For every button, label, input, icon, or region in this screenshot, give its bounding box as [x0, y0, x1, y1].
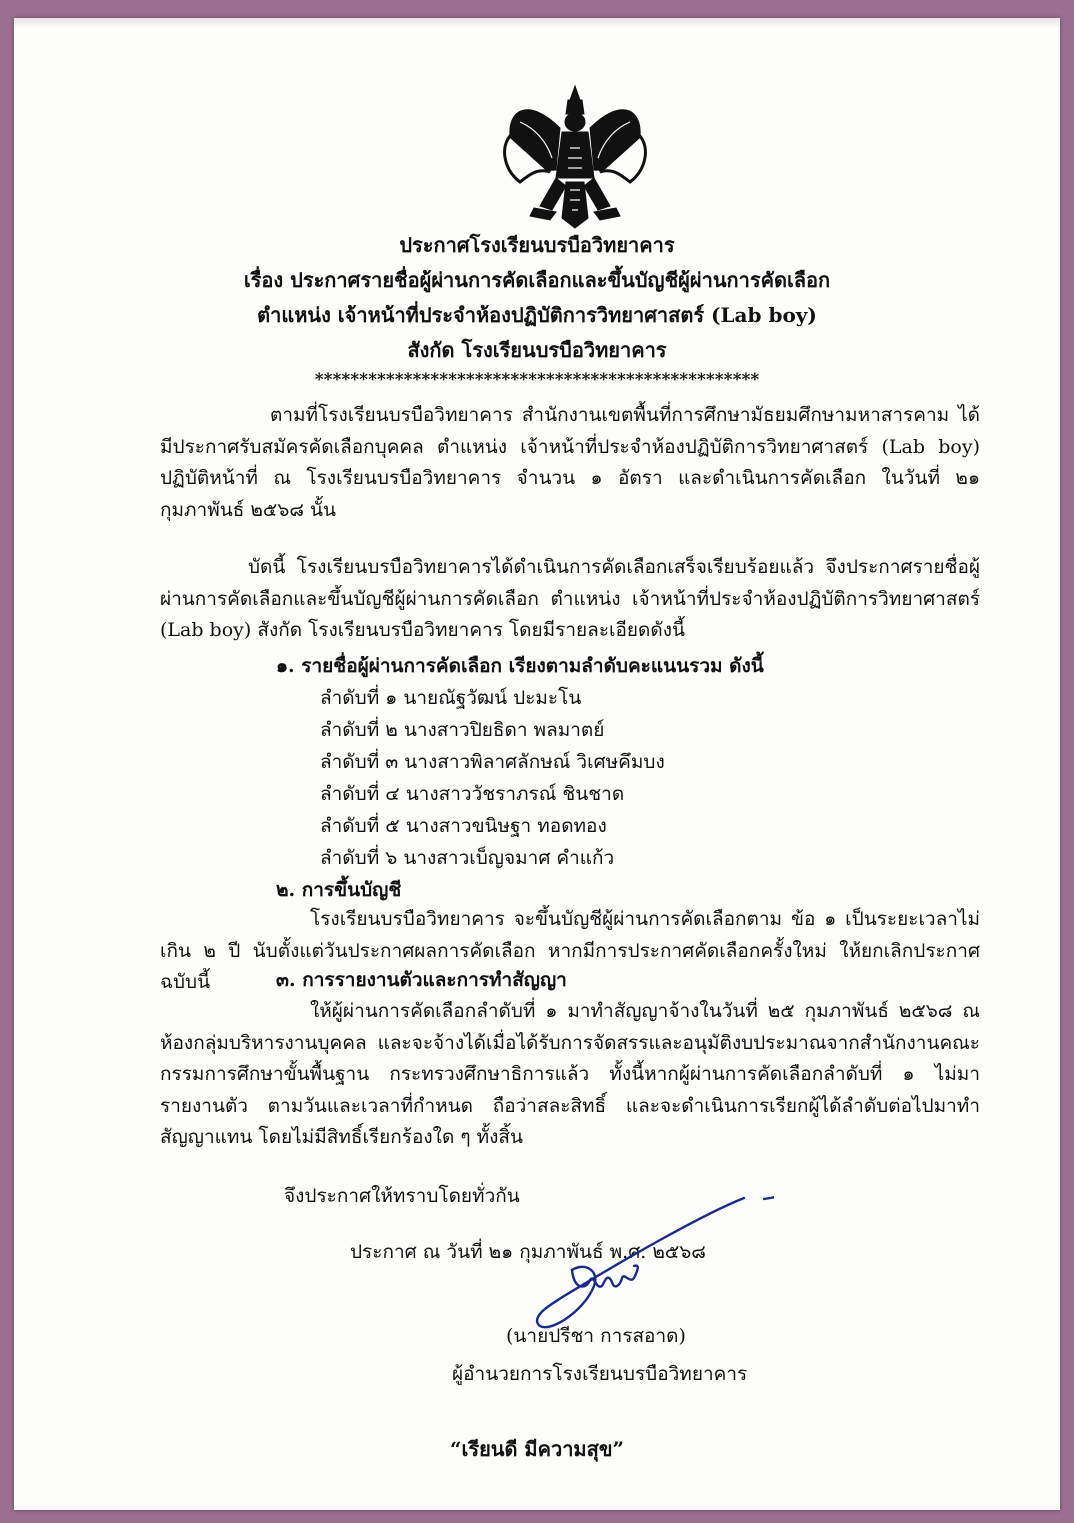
- candidate-row: ลำดับที่ ๓ นางสาวพิลาศลักษณ์ วิเศษคึมบง: [320, 751, 665, 773]
- document-subject: เรื่อง ประกาศรายชื่อผู้ผ่านการคัดเลือกและขึ้นบัญชีผู้ผ่านการคัดเลือก: [243, 268, 831, 292]
- candidate-row: ลำดับที่ ๔ นางสาววัชราภรณ์ ชินชาด: [320, 783, 625, 805]
- section-3-title: ๓. การรายงานตัวและการทำสัญญา: [276, 969, 567, 991]
- candidate-row: ลำดับที่ ๑ นายณัฐวัฒน์ ปะมะโน: [320, 687, 582, 709]
- section-2-title: ๒. การขึ้นบัญชี: [276, 879, 402, 901]
- candidate-row: ลำดับที่ ๖ นางสาวเบ็ญจมาศ คำแก้ว: [320, 847, 615, 869]
- paragraph-background: ตามที่โรงเรียนบรบือวิทยาคาร สำนักงานเขตพื้นที่การศึกษามัธยมศึกษามหาสารคาม ได้มีประกาศรับสมัครคัดเลือกบุคคล ตำแหน่ง เจ้าหน้าที่ประจำห้องปฏิบัติการวิทยาศาสตร์ (Lab boy) ปฏิบัติหน้าที่ ณ โรงเรียนบรบือวิทยาคาร จำนวน ๑ อัตรา และดำเนินการคัดเลือก ในวันที่ ๒๑ กุมภาพันธ์ ๒๕๖๘ นั้น: [160, 404, 980, 521]
- section-3-text: ให้ผู้ผ่านการคัดเลือกลำดับที่ ๑ มาทำสัญญาจ้างในวันที่ ๒๕ กุมภาพันธ์ ๒๕๖๘ ณ ห้องกลุ่มบริหารงานบุคคล และจะจ้างได้เมื่อได้รับการจัดสรรและอนุมัติงบประมาณจากสำนักงานคณะกรรมการศึกษาขั้นพื้นฐาน กระทรวงศึกษาธิการแล้ว ทั้งนี้หากผู้ผ่านการคัดเลือกลำดับที่ ๑ ไม่มารายงานตัว ตามวันและเวลาที่กำหนด ถือว่าสละสิทธิ์ และจะดำเนินการเรียกผู้ได้ลำดับต่อไปมาทำสัญญาแทน โดยไม่มีสิทธิ์เรียกร้องใด ๆ ทั้งสิ้น: [160, 1000, 980, 1148]
- signature-icon: [514, 1194, 774, 1334]
- separator-line: **************************************************: [314, 370, 760, 390]
- paragraph-announcement: บัดนี้ โรงเรียนบรบือวิทยาคารได้ดำเนินการคัดเลือกเสร็จเรียบร้อยแล้ว จึงประกาศรายชื่อผู้ผ่านการคัดเลือกและขึ้นบัญชีผู้ผ่านการคัดเลือก ตำแหน่ง เจ้าหน้าที่ประจำห้องปฏิบัติการวิทยาศาสตร์ (Lab boy) สังกัด โรงเรียนบรบือวิทยาคาร โดยมีรายละเอียดดังนี้: [160, 556, 980, 641]
- announce-line: จึงประกาศให้ทราบโดยทั่วกัน: [284, 1185, 520, 1207]
- section-2-text: โรงเรียนบรบือวิทยาคาร จะขึ้นบัญชีผู้ผ่านการคัดเลือกตาม ข้อ ๑ เป็นระยะเวลาไม่เกิน ๒ ปี นับตั้งแต่วันประกาศผลการคัดเลือก หากมีการประกาศคัดเลือกครั้งใหม่ ให้ยกเลิกประกาศฉบับนี้: [160, 908, 980, 993]
- document-title: ประกาศโรงเรียนบรบือวิทยาคาร: [399, 233, 675, 257]
- school-motto: “เรียนดี มีความสุข”: [449, 1437, 624, 1461]
- signer-title: ผู้อำนวยการโรงเรียนบรบือวิทยาคาร: [452, 1363, 748, 1385]
- garuda-emblem-icon: [490, 78, 660, 238]
- candidate-row: ลำดับที่ ๒ นางสาวปิยธิดา พลมาตย์: [320, 719, 605, 741]
- section-1-title: ๑. รายชื่อผู้ผ่านการคัดเลือก เรียงตามลำดับคะแนนรวม ดังนี้: [276, 655, 764, 677]
- document-position: ตำแหน่ง เจ้าหน้าที่ประจำห้องปฏิบัติการวิทยาศาสตร์ (Lab boy): [257, 303, 817, 327]
- announcement-page: [14, 18, 1060, 1510]
- announce-date: ประกาศ ณ วันที่ ๒๑ กุมภาพันธ์ พ.ศ. ๒๕๖๘: [350, 1241, 706, 1263]
- signer-name: (นายปรีชา การสอาด): [506, 1325, 686, 1347]
- candidate-row: ลำดับที่ ๕ นางสาวขนิษฐา ทอดทอง: [320, 815, 607, 837]
- document-affiliation: สังกัด โรงเรียนบรบือวิทยาคาร: [407, 338, 667, 362]
